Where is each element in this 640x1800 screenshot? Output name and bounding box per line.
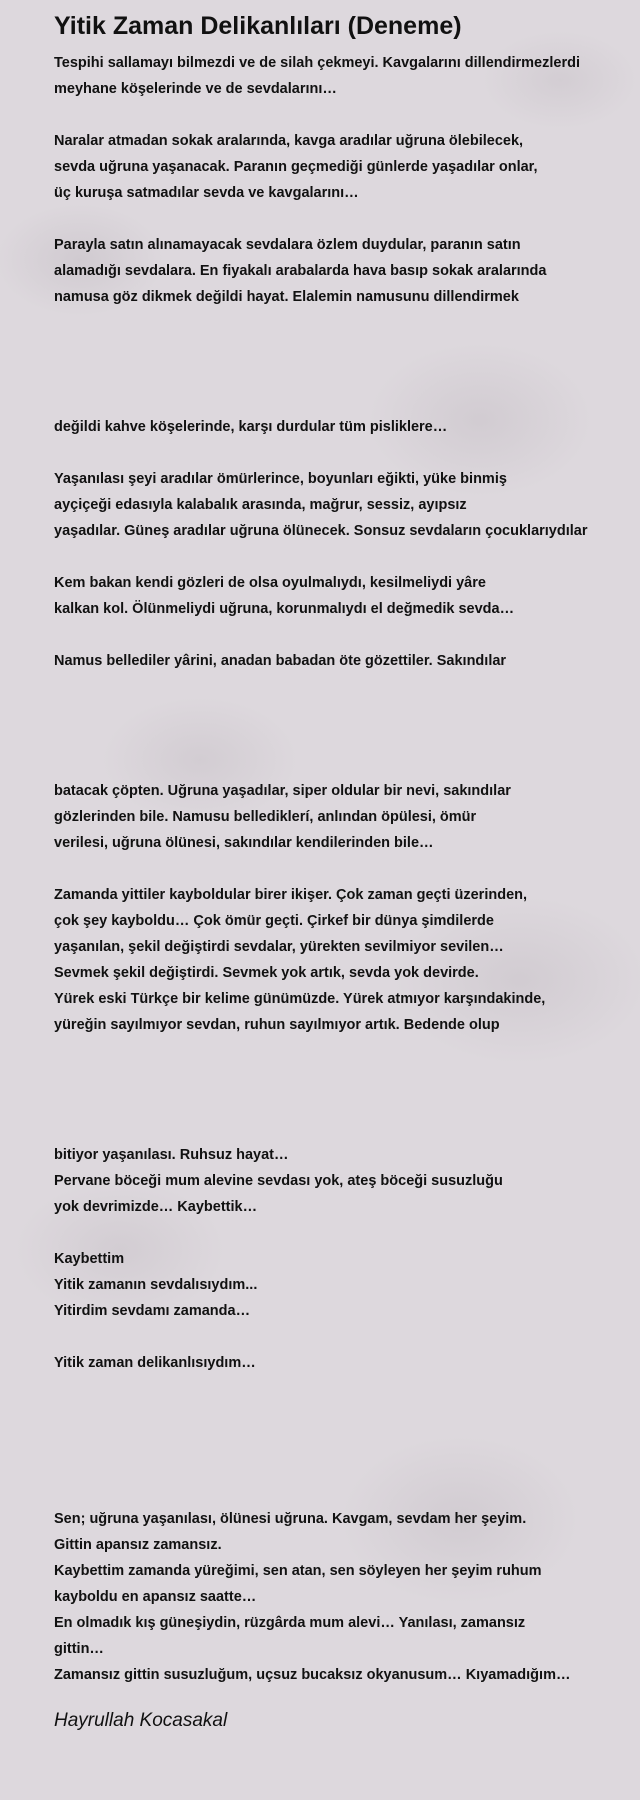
- paragraph-5: [54, 466, 640, 544]
- text-line: ayçiçeği edasıyla kalabalık arasında, mağrur, sessiz, ayıpsız: [54, 497, 467, 513]
- text-line: çok şey kayboldu… Çok ömür geçti. Çirkef bir dünya şimdilerde: [54, 913, 494, 929]
- text-line: batacak çöpten. Uğruna yaşadılar, siper oldular bir nevi, sakındılar: [54, 783, 511, 799]
- text-line: kalkan kol. Ölünmeliydi uğruna, korunmalıydı el değmedik sevda…: [54, 601, 515, 617]
- text-line: bitiyor yaşanılası. Ruhsuz hayat…: [54, 1147, 289, 1163]
- text-line: Yaşanılası şeyi aradılar ömürlerince, boyunları eğikti, yüke binmiş: [54, 471, 507, 487]
- paragraph-11: [54, 1246, 640, 1324]
- text-line: En olmadık kış güneşiydin, rüzgârda mum alevi… Yanılası, zamansız: [54, 1615, 526, 1631]
- paragraph-4: [54, 414, 640, 440]
- text-line: Zamansız gittin susuzluğum, uçsuz bucaksız okyanusum… Kıyamadığım…: [54, 1667, 571, 1683]
- text-line: Yitik zaman delikanlısıydım…: [54, 1355, 256, 1371]
- text-line: Yitik zamanın sevdalısıydım...: [54, 1277, 258, 1293]
- text-line: verilesi, uğruna ölünesi, sakındılar kendilerinden bile…: [54, 835, 434, 851]
- text-line: Parayla satın alınamayacak sevdalara özlem duydular, paranın satın: [54, 237, 521, 253]
- text-line: Kaybettim zamanda yüreğimi, sen atan, sen söyleyen her şeyim ruhum: [54, 1563, 542, 1579]
- text-line: meyhane köşelerinde ve de sevdalarını…: [54, 81, 337, 97]
- text-line: kayboldu en apansız saatte…: [54, 1589, 257, 1605]
- text-line: Tespihi sallamayı bilmezdi ve de silah çekmeyi. Kavgalarını dillendirmezlerdi: [54, 55, 580, 71]
- text-line: Namus bellediler yârini, anadan babadan öte gözettiler. Sakındılar: [54, 653, 507, 669]
- text-line: yüreğin sayılmıyor sevdan, ruhun sayılmıyor artık. Bedende olup: [54, 1017, 500, 1033]
- text-line: Sen; uğruna yaşanılası, ölünesi uğruna. Kavgam, sevdam her şeyim.: [54, 1511, 527, 1527]
- text-line: Kem bakan kendi gözleri de olsa oyulmalıydı, kesilmeliydi yâre: [54, 575, 486, 591]
- text-line: Yürek eski Türkçe bir kelime günümüzde. Yürek atmıyor karşındakinde,: [54, 991, 546, 1007]
- text-line: değildi kahve köşelerinde, karşı durdular tüm pisliklere…: [54, 419, 448, 435]
- text-line: yok devrimizde… Kaybettik…: [54, 1199, 258, 1215]
- text-line: alamadığı sevdalara. En fiyakalı arabalarda hava basıp sokak aralarında: [54, 263, 547, 279]
- text-line: Gittin apansız zamansız.: [54, 1537, 222, 1553]
- paragraph-6: [54, 570, 640, 622]
- text-line: gittin…: [54, 1641, 104, 1657]
- paragraph-3: [54, 232, 640, 310]
- paragraph-9: [54, 882, 640, 1038]
- paragraph-2: [54, 128, 640, 206]
- text-line: yaşadılar. Güneş aradılar uğruna ölünecek. Sonsuz sevdaların çocuklarıydılar: [54, 523, 588, 539]
- paragraph-7: [54, 648, 640, 674]
- text-line: sevda uğruna yaşanacak. Paranın geçmediği günlerde yaşadılar onlar,: [54, 159, 538, 175]
- text-line: Naralar atmadan sokak aralarında, kavga aradılar uğruna ölebilecek,: [54, 133, 524, 149]
- text-line: namusa göz dikmek değildi hayat. Elalemin namusunu dillendirmek: [54, 289, 519, 305]
- paragraph-12: [54, 1350, 640, 1376]
- text-line: gözlerinden bile. Namusu bellediklerí, anlından öpülesi, ömür: [54, 809, 477, 825]
- text-line: üç kuruşa satmadılar sevda ve kavgalarını…: [54, 185, 359, 201]
- text-line: Yitirdim sevdamı zamanda…: [54, 1303, 251, 1319]
- page-title: Yitik Zaman Delikanlıları (Deneme): [54, 12, 462, 40]
- paragraph-8: [54, 778, 640, 856]
- text-line: Sevmek şekil değiştirdi. Sevmek yok artık, sevda yok devirde.: [54, 965, 479, 981]
- text-line: Zamanda yittiler kayboldular birer ikişer. Çok zaman geçti üzerinden,: [54, 887, 528, 903]
- paragraph-13: [54, 1506, 640, 1688]
- text-line: Pervane böceği mum alevine sevdası yok, ateş böceği susuzluğu: [54, 1173, 503, 1189]
- text-line: yaşanılan, şekil değiştirdi sevdalar, yürekten sevilmiyor sevilen…: [54, 939, 504, 955]
- text-line: Kaybettim: [54, 1251, 125, 1267]
- author-signature: Hayrullah Kocasakal: [54, 1710, 228, 1731]
- paragraph-1: [54, 50, 640, 102]
- paragraph-10: [54, 1142, 640, 1220]
